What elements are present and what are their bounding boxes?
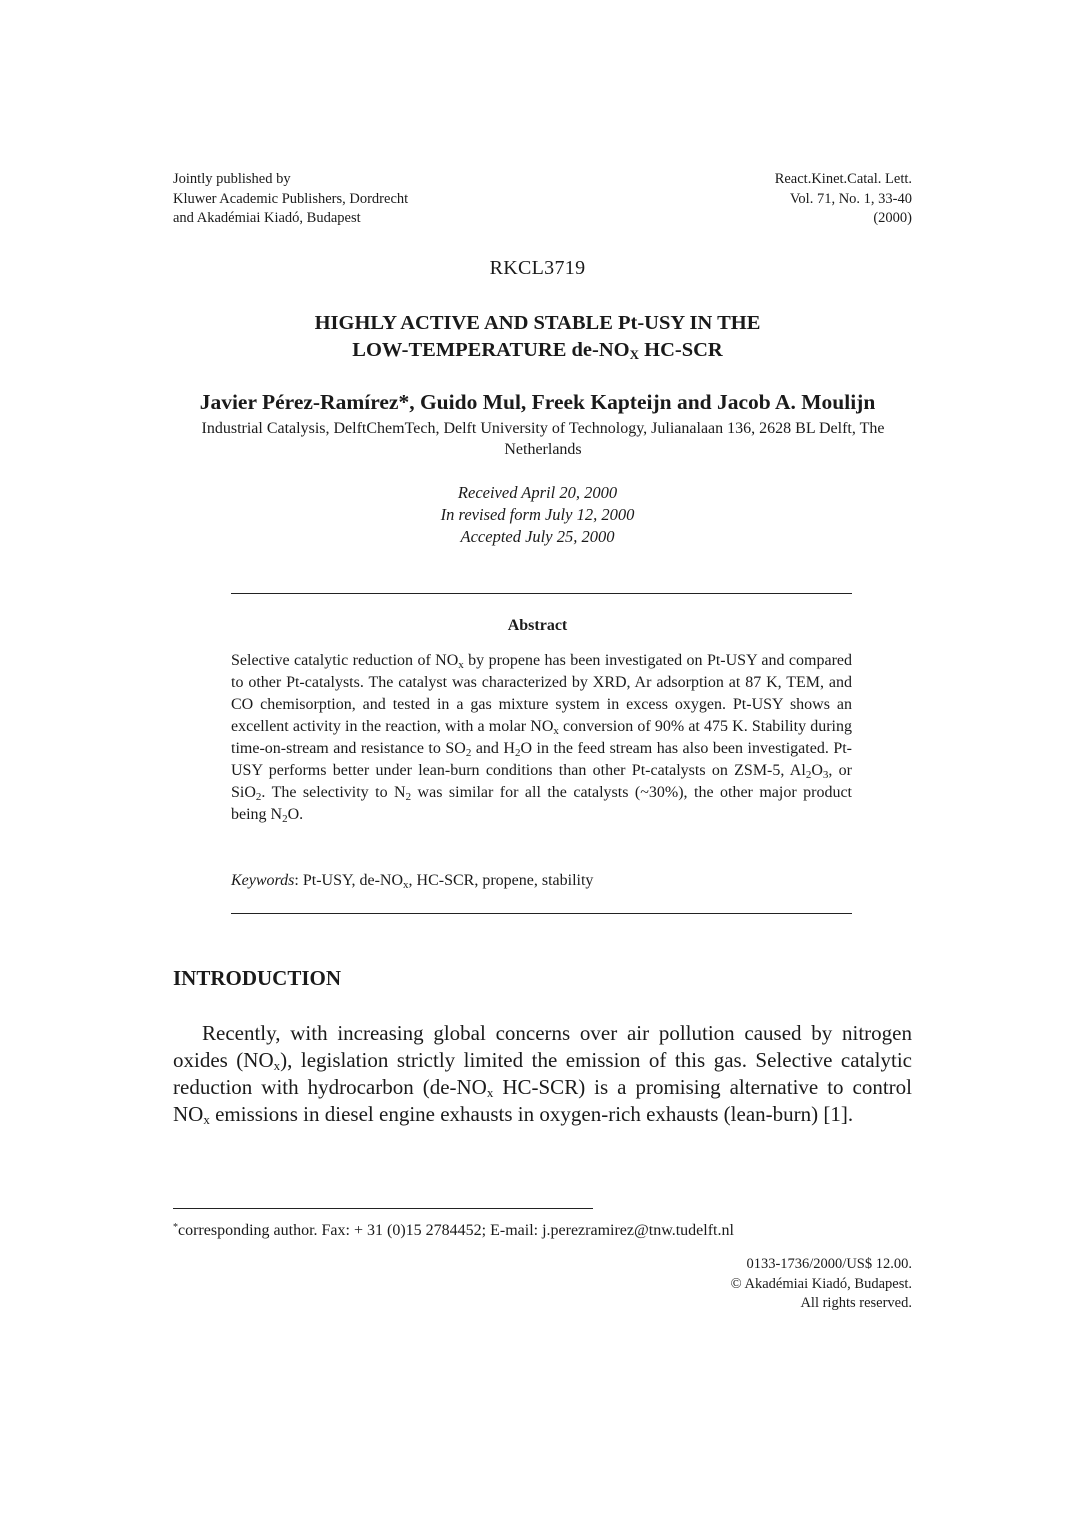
affiliation: Industrial Catalysis, DelftChemTech, Delft University of Technology, Julianalaan 136, 2628 BL Delft, The Netherlands xyxy=(201,420,885,458)
keywords-label: Keywords xyxy=(231,872,295,889)
received-date: Received April 20, 2000 xyxy=(457,483,618,502)
submission-dates xyxy=(0,482,1075,548)
copyright-holder: © Akadémiai Kiadó, Budapest. xyxy=(730,1275,912,1292)
abstract-heading: Abstract xyxy=(507,617,568,634)
abstract-bottom-rule xyxy=(231,913,852,914)
abstract-top-rule xyxy=(231,593,852,594)
publisher-line: and Akadémiai Kiadó, Budapest xyxy=(173,210,361,226)
rights-reserved: All rights reserved. xyxy=(800,1295,912,1311)
footnote-marker: * xyxy=(173,1222,178,1233)
journal-citation xyxy=(775,170,912,229)
accepted-date: Accepted July 25, 2000 xyxy=(460,527,615,546)
publisher-info xyxy=(173,170,408,229)
footnote-text: corresponding author. Fax: + 31 (0)15 2784452; E-mail: j.perezramirez@tnw.tudelft.nl xyxy=(178,1222,734,1239)
journal-line: React.Kinet.Catal. Lett. xyxy=(774,171,912,187)
title-line-2: LOW-TEMPERATURE $de-NO_X$ HC-SCR xyxy=(352,339,723,362)
keywords: Keywords: Pt-USY, $de-NO_x$, HC-SCR, propene, stability xyxy=(231,872,594,891)
revised-date: In revised form July 12, 2000 xyxy=(440,505,635,524)
journal-line: Vol. 71, No. 1, 33-40 xyxy=(789,190,912,207)
footnote-rule xyxy=(173,1208,593,1209)
footnote xyxy=(173,1222,734,1240)
journal-line: (2000) xyxy=(873,210,912,226)
publisher-line: Kluwer Academic Publishers, Dordrecht xyxy=(173,190,409,207)
issn-price: 0133-1736/2000/US$ 12.00. xyxy=(746,1256,912,1272)
author-list: Javier Pérez-Ramírez*, Guido Mul, Freek Kapteijn and Jacob A. Moulijn xyxy=(199,390,876,414)
article-code: RKCL3719 xyxy=(489,257,586,279)
paper-title xyxy=(0,310,1075,364)
section-heading-introduction: INTRODUCTION xyxy=(173,966,342,990)
introduction-paragraph: Recently, with increasing global concerns over air pollution caused by nitrogen oxides $(NO_x)$, legislation strictly limited the emission of this gas. Selective catalytic reduction with hydrocarbon ($de-NO_x$ HC-SCR) is a promising alternative to control $NO_x$ emissions in diesel engine exhausts in oxygen-rich exhausts (lean-burn) [1]. xyxy=(173,1021,913,1127)
abstract-text: Selective catalytic reduction of $NO_x$ by propene has been investigated on Pt-USY and compared to other Pt-catalysts. The catalyst was characterized by XRD, Ar adsorption at 87 K, TEM, and CO chemisorption, and tested in a gas mixture system in excess oxygen. Pt-USY shows an excellent activity in the reaction, with a molar $NO_x$ conversion of 90% at 475 K. Stability during time-on-stream and resistance to $SO_2$ and $H_2O$ in the feed stream has also been investigated. Pt-USY performs better under lean-burn conditions than other Pt-catalysts on ZSM-5, $Al_2O_3$, or SiO$_2$. The selectivity to $N_2$ was similar for all the catalysts (~30%), the other major product being $N_2O$. xyxy=(231,652,853,825)
copyright-notice xyxy=(731,1255,912,1314)
publisher-line: Jointly published by xyxy=(173,171,291,187)
title-line-1: HIGHLY ACTIVE AND STABLE Pt-USY IN THE xyxy=(314,312,761,334)
